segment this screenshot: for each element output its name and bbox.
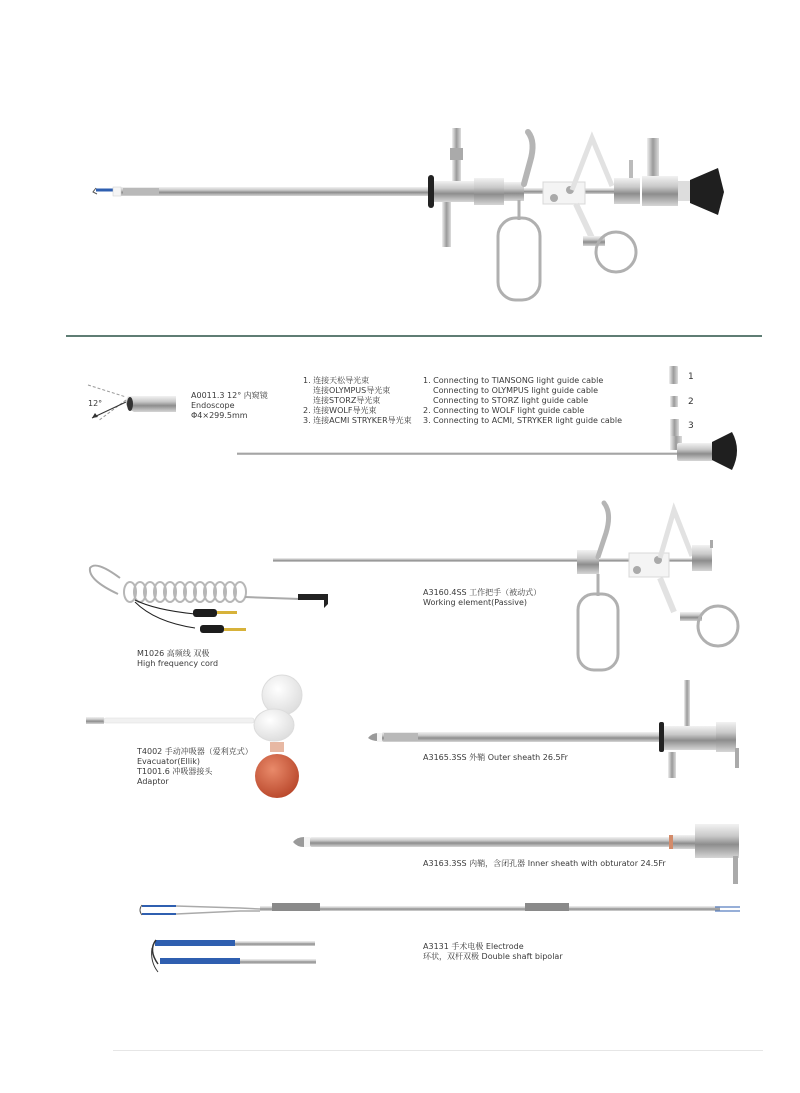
working-element-image — [273, 503, 738, 670]
adaptor-code: T1001.6 冲吸器接头 — [137, 767, 213, 776]
electrode-line-1: A3131 手术电极 Electrode — [423, 942, 524, 951]
electrode-label — [423, 942, 563, 962]
footer-divider — [113, 1050, 763, 1051]
working-element-label — [423, 588, 541, 608]
light-guide-en-item: 3. Connecting to ACMI, STRYKER light guide cable — [423, 416, 623, 425]
inner-sheath-label: A3163.3SS 内鞘，含闭孔器 Inner sheath with obturator 24.5Fr — [423, 859, 666, 868]
endoscope-dimensions: Φ4×299.5mm — [191, 411, 248, 420]
light-guide-cn-item: 1. 连接天松导光束 — [303, 376, 370, 385]
endoscope-angle-label: 12° — [88, 399, 103, 408]
section-divider — [66, 335, 762, 337]
evacuator-name: Evacuator(Ellik) — [137, 757, 200, 766]
working-element-name: Working element(Passive) — [423, 598, 527, 607]
adaptor-name: Adaptor — [137, 777, 169, 786]
hf-cord-label — [137, 649, 218, 669]
hf-cord-name: High frequency cord — [137, 659, 219, 668]
endoscope-image — [237, 432, 737, 470]
light-guide-cn-item: 连接STORZ导光束 — [313, 396, 381, 405]
adapter-number-3: 3 — [688, 421, 694, 431]
light-guide-cn-item: 2. 连接WOLF导光束 — [303, 406, 377, 415]
endoscope-name: Endoscope — [191, 401, 235, 410]
high-frequency-cord-image — [90, 566, 328, 633]
light-guide-cn-item: 3. 连接ACMI STRYKER导光束 — [303, 416, 412, 425]
hf-cord-code: M1026 高频线 双极 — [137, 649, 210, 658]
electrode-line-2: 环状，双杆双极 Double shaft bipolar — [423, 952, 563, 961]
light-guide-adapters — [669, 366, 679, 437]
evacuator-code: T4002 手动冲吸器（爱利克式） — [137, 747, 253, 756]
light-guide-cn-item: 连接OLYMPUS导光束 — [313, 386, 391, 395]
light-guide-cn-list — [303, 376, 412, 426]
light-guide-en-item: 1. Connecting to TIANSONG light guide cable — [423, 376, 604, 385]
evacuator-label — [137, 747, 253, 787]
assembled-resectoscope-image — [93, 128, 724, 300]
endoscope-code: A0011.3 12° 内窥镜 — [191, 391, 268, 400]
working-element-code: A3160.4SS 工作把手（被动式） — [423, 588, 542, 597]
outer-sheath-label: A3165.3SS 外鞘 Outer sheath 26.5Fr — [423, 753, 568, 762]
endoscope-label — [191, 391, 268, 421]
adapter-number-2: 2 — [688, 397, 694, 407]
outer-sheath-image — [368, 680, 739, 778]
light-guide-en-item: 2. Connecting to WOLF light guide cable — [423, 406, 585, 415]
light-guide-en-item: Connecting to OLYMPUS light guide cable — [433, 386, 599, 395]
inner-sheath-image — [293, 824, 739, 884]
light-guide-en-list — [423, 376, 622, 426]
adapter-number-1: 1 — [688, 372, 694, 382]
light-guide-en-item: Connecting to STORZ light guide cable — [433, 396, 589, 405]
